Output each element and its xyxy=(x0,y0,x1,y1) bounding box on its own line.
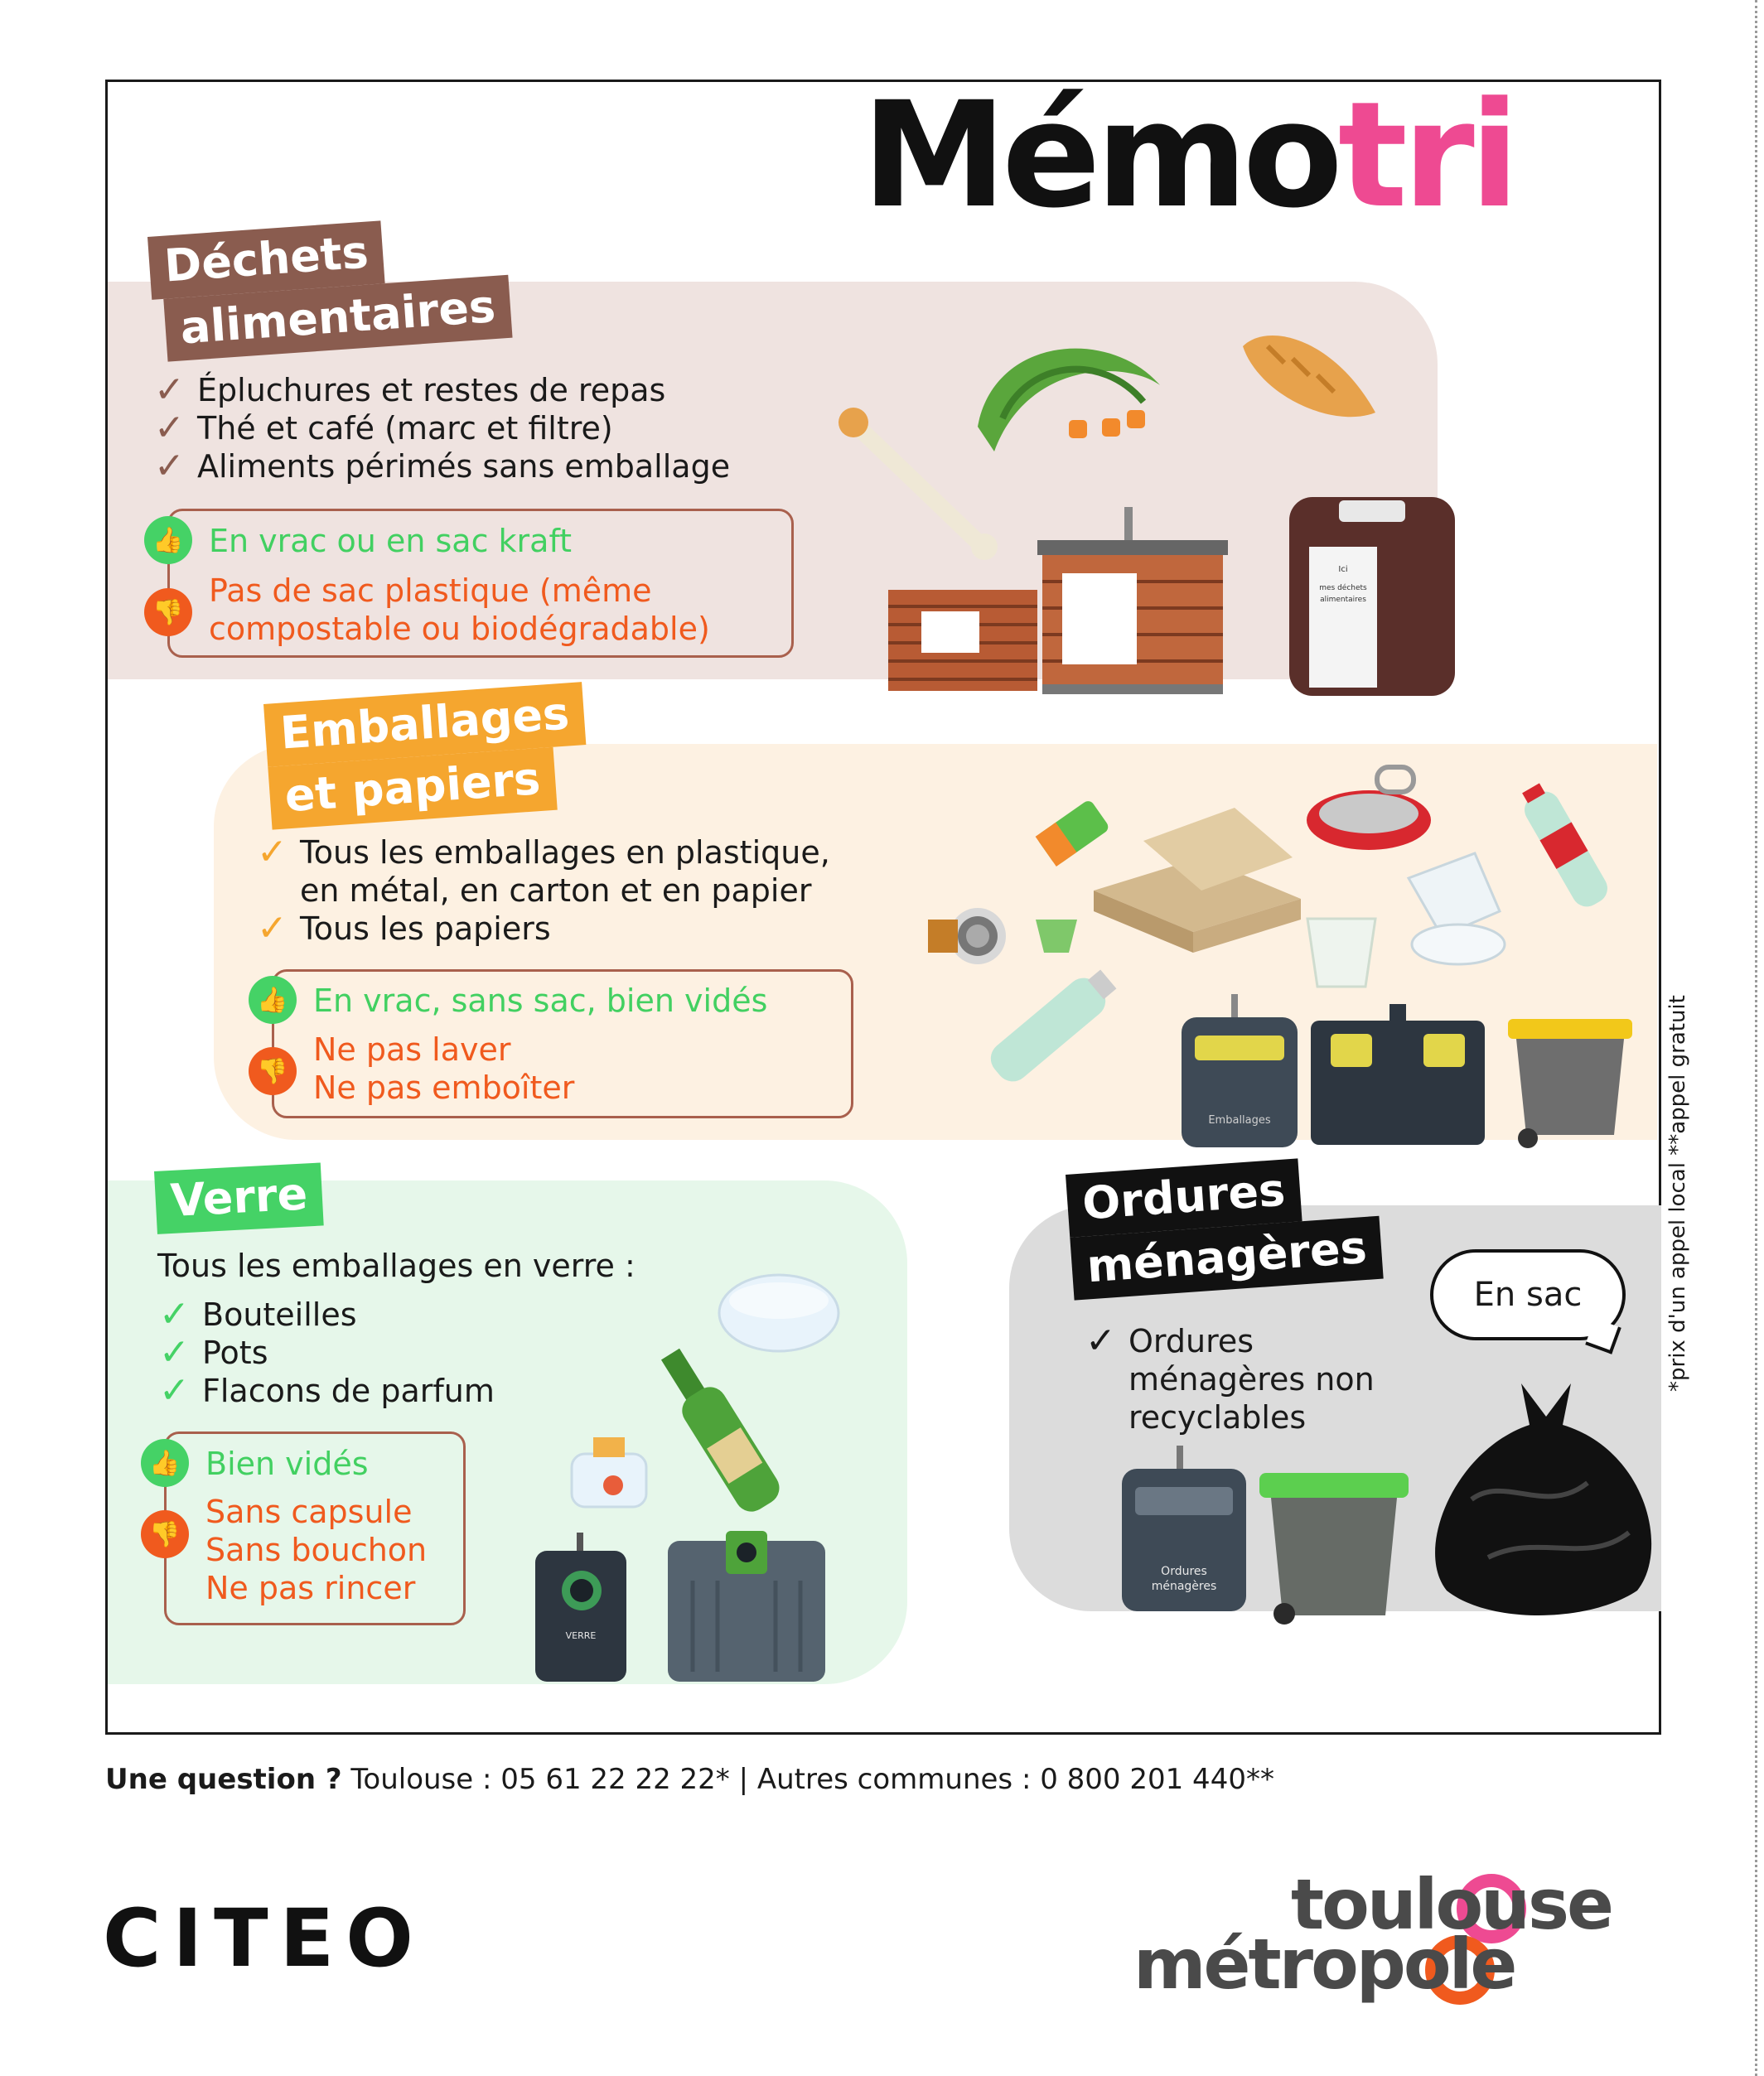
citeo-logo: CITEO xyxy=(103,1892,425,1985)
food-tag-line1: Déchets xyxy=(147,220,385,300)
cut-line xyxy=(1755,0,1757,2076)
packaging-container-illustration xyxy=(1311,1004,1485,1151)
check-icon: ✓ xyxy=(159,1331,190,1374)
household-bin-label-line2: ménagères xyxy=(1151,1580,1217,1593)
list-item: ✓ Aliments périmés sans emballage xyxy=(154,445,731,487)
logo-line2: métropole xyxy=(1133,1924,1515,2005)
food-tray-illustration xyxy=(1392,845,1508,969)
thumbs-up-icon: 👍 xyxy=(144,516,192,564)
perfume-bottle-illustration xyxy=(563,1437,655,1512)
food-waste-column-illustration xyxy=(1289,497,1455,696)
title-part2: tri xyxy=(1337,70,1515,240)
thumbs-down-icon: 👎 xyxy=(141,1510,189,1558)
plastic-bottle-illustration xyxy=(1508,779,1624,920)
glass-ko-rule-line2: Sans bouchon xyxy=(205,1532,428,1568)
food-ko-rule-line1: Pas de sac plastique (même xyxy=(209,572,652,609)
household-waste-column-illustration xyxy=(1122,1446,1246,1611)
carrot-tops-illustration xyxy=(961,327,1177,485)
list-item: ✓ Tous les papiers xyxy=(257,907,551,949)
household-bin-label-line1: Ordures xyxy=(1161,1565,1207,1578)
list-item: ✓ Pots xyxy=(159,1331,268,1374)
check-icon: ✓ xyxy=(154,407,185,449)
packaging-ok-rule: En vrac, sans sac, bien vidés xyxy=(313,982,768,1019)
glass-list xyxy=(159,1293,495,1412)
title-part1: Mémo xyxy=(862,70,1338,240)
green-wheelie-bin-illustration xyxy=(1259,1473,1409,1625)
price-note: *prix d'un appel local **appel gratuit xyxy=(1665,995,1690,1392)
thumbs-up-icon: 👍 xyxy=(141,1439,189,1487)
yellow-wheelie-bin-illustration xyxy=(1508,1019,1632,1151)
large-composter-illustration xyxy=(1029,507,1236,702)
thumbs-up-icon: 👍 xyxy=(249,976,297,1024)
household-waste-tag-line2: ménagères xyxy=(1070,1216,1384,1301)
check-icon: ✓ xyxy=(1085,1320,1116,1362)
list-item: ✓ Flacons de parfum xyxy=(159,1369,495,1412)
list-item: ✓ Thé et café (marc et filtre) xyxy=(154,407,613,449)
bubble-text: En sac xyxy=(1473,1276,1583,1314)
contact-numbers: Toulouse : 05 61 22 22 22* | Autres communes : 0 800 201 440** xyxy=(350,1763,1274,1796)
household-waste-tag-line1: Ordures xyxy=(1066,1158,1302,1237)
glass-intro: Tous les emballages en verre : xyxy=(157,1248,636,1284)
glass-container-illustration xyxy=(668,1531,825,1682)
household-waste-list xyxy=(1085,1322,1375,1436)
yogurt-pot-illustration xyxy=(1304,915,1379,990)
glass-ko-rule-line1: Sans capsule xyxy=(205,1494,413,1530)
thumbs-down-icon: 👎 xyxy=(144,588,192,636)
logo-line1: toulouse xyxy=(1291,1864,1612,1945)
svg-text:mes déchets: mes déchets xyxy=(1319,584,1367,592)
glass-bin-label: VERRE xyxy=(565,1630,597,1641)
aerosol-illustration xyxy=(969,968,1127,1092)
household-waste-tag xyxy=(1066,1153,1384,1301)
packaging-ko-rule-line1: Ne pas laver xyxy=(313,1031,511,1068)
glass-ok-rule: Bien vidés xyxy=(205,1446,369,1482)
thumbs-down-icon: 👎 xyxy=(249,1047,297,1095)
wooden-composter-illustration xyxy=(888,590,1037,691)
food-tag xyxy=(147,212,513,363)
pizza-box-illustration xyxy=(1094,808,1301,957)
check-icon: ✓ xyxy=(159,1369,190,1412)
contact-line xyxy=(105,1763,1274,1796)
glass-tag-text: Verre xyxy=(154,1162,324,1234)
page-title xyxy=(862,70,1515,240)
packaging-column-illustration xyxy=(1182,994,1298,1147)
check-icon: ✓ xyxy=(154,369,185,411)
trash-bag-illustration xyxy=(1422,1367,1670,1615)
contact-question: Une question ? xyxy=(105,1763,342,1796)
check-icon: ✓ xyxy=(154,445,185,487)
packaging-bin-label: Emballages xyxy=(1208,1114,1271,1127)
wine-bottle-illustration xyxy=(655,1334,804,1516)
list-item: ✓ Épluchures et restes de repas xyxy=(154,369,666,411)
baguette-illustration xyxy=(1235,321,1384,429)
packaging-tag-line2: et papiers xyxy=(268,747,557,830)
glass-column-illustration xyxy=(535,1533,626,1682)
food-ok-rule: En vrac ou en sac kraft xyxy=(209,523,573,559)
packaging-list xyxy=(257,833,830,948)
glass-ko-rule-line3: Ne pas rincer xyxy=(205,1570,416,1606)
food-tag-line2: alimentaires xyxy=(163,275,512,362)
check-icon: ✓ xyxy=(257,907,288,949)
toulouse-metropole-logo xyxy=(1133,1864,1664,2005)
glass-tag xyxy=(154,1162,324,1234)
check-icon: ✓ xyxy=(257,831,288,873)
check-icon: ✓ xyxy=(159,1293,190,1335)
packaging-ko-rule-line2: Ne pas emboîter xyxy=(313,1069,575,1106)
food-list xyxy=(154,371,730,485)
svg-text:alimentaires: alimentaires xyxy=(1320,596,1366,604)
svg-text:Ici: Ici xyxy=(1338,565,1348,574)
packaging-tag-line1: Emballages xyxy=(263,682,587,767)
list-item: ✓ Tous les emballages en plastique, en métal, en carton et en papier xyxy=(257,831,830,909)
packaging-tag xyxy=(263,682,591,829)
food-ko-rule-line2: compostable ou biodégradable) xyxy=(209,611,710,647)
coffee-capsule-illustration xyxy=(928,903,1094,978)
list-item: ✓ Ordures ménagères non recyclables xyxy=(1085,1320,1375,1436)
list-item: ✓ Bouteilles xyxy=(159,1293,357,1335)
